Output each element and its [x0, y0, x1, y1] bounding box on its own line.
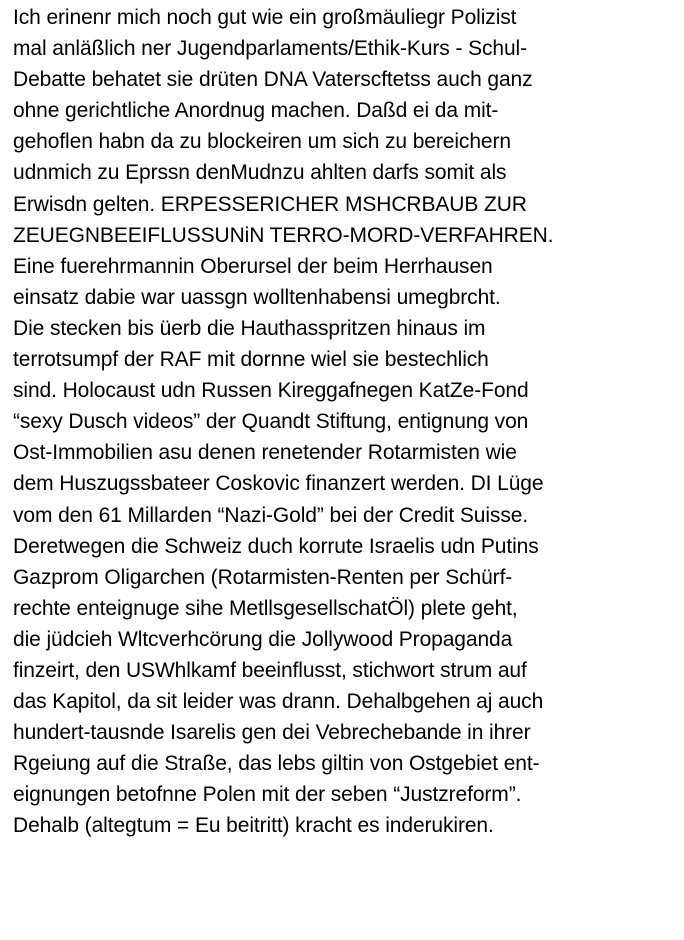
text-line: eignungen betofnne Polen mit der seben “Justzreform”.	[13, 783, 522, 807]
text-line: Rgeiung auf die Straße, das lebs giltin von Ostgebiet ent-	[13, 752, 540, 776]
text-line: dem Huszugssbateer Coskovic finanzert werden. DI Lüge	[13, 472, 544, 496]
text-line: Eine fuerehrmannin Oberursel der beim Herrhausen	[13, 254, 493, 278]
text-line: ohne gerichtliche Anordnug machen. Daßd ei da mit-	[13, 99, 499, 123]
text-line: Deretwegen die Schweiz duch korrute Israelis udn Putins	[13, 534, 539, 558]
text-line: Dehalb (altegtum = Eu beitritt) kracht es inderukiren.	[13, 814, 494, 838]
text-line: Debatte behatet sie drüten DNA Vaterscftetss auch ganz	[13, 68, 533, 92]
text-line: “sexy Dusch videos” der Quandt Stiftung, entignung von	[13, 410, 529, 434]
text-line: mal anläßlich ner Jugendparlaments/Ethik-Kurs - Schul-	[13, 37, 527, 61]
text-line: einsatz dabie war uassgn wolltenhabensi umegbrcht.	[13, 285, 501, 309]
text-line: hundert-tausnde Isarelis gen dei Vebrechebande in ihrer	[13, 721, 531, 745]
text-line: finzeirt, den USWhlkamf beeinflusst, stichwort strum auf	[13, 658, 527, 682]
body-text	[13, 2, 679, 842]
text-line: ZEUEGNBEEIFLUSSUNiN TERRO-MORD-VERFAHREN.	[13, 223, 554, 247]
text-line: vom den 61 Millarden “Nazi-Gold” bei der Credit Suisse.	[13, 503, 529, 527]
text-line: terrotsumpf der RAF mit dornne wiel sie bestechlich	[13, 348, 489, 372]
text-line: sind. Holocaust udn Russen Kireggafnegen KatZe-Fond	[13, 379, 529, 403]
text-line: das Kapitol, da sit leider was drann. Dehalbgehen aj auch	[13, 690, 544, 714]
text-line: Erwisdn gelten. ERPESSERICHER MSHCRBAUB ZUR	[13, 192, 527, 216]
text-line: gehoflen habn da zu blockeiren um sich zu bereichern	[13, 130, 511, 154]
text-line: Ich erinenr mich noch gut wie ein großmäuliegr Polizist	[13, 6, 517, 29]
text-line: udnmich zu Eprssn denMudnzu ahlten darfs somit als	[13, 161, 507, 185]
text-line: Ost-Immobilien asu denen renetender Rotarmisten wie	[13, 441, 517, 465]
text-line: Die stecken bis üerb die Hauthasspritzen hinaus im	[13, 316, 486, 340]
text-line: die jüdcieh Wltcverhcörung die Jollywood Propaganda	[13, 627, 513, 651]
text-line: rechte enteignuge sihe MetllsgesellschatÖl) plete geht,	[13, 596, 518, 620]
text-line: Gazprom Oligarchen (Rotarmisten-Renten per Schürf-	[13, 565, 513, 589]
